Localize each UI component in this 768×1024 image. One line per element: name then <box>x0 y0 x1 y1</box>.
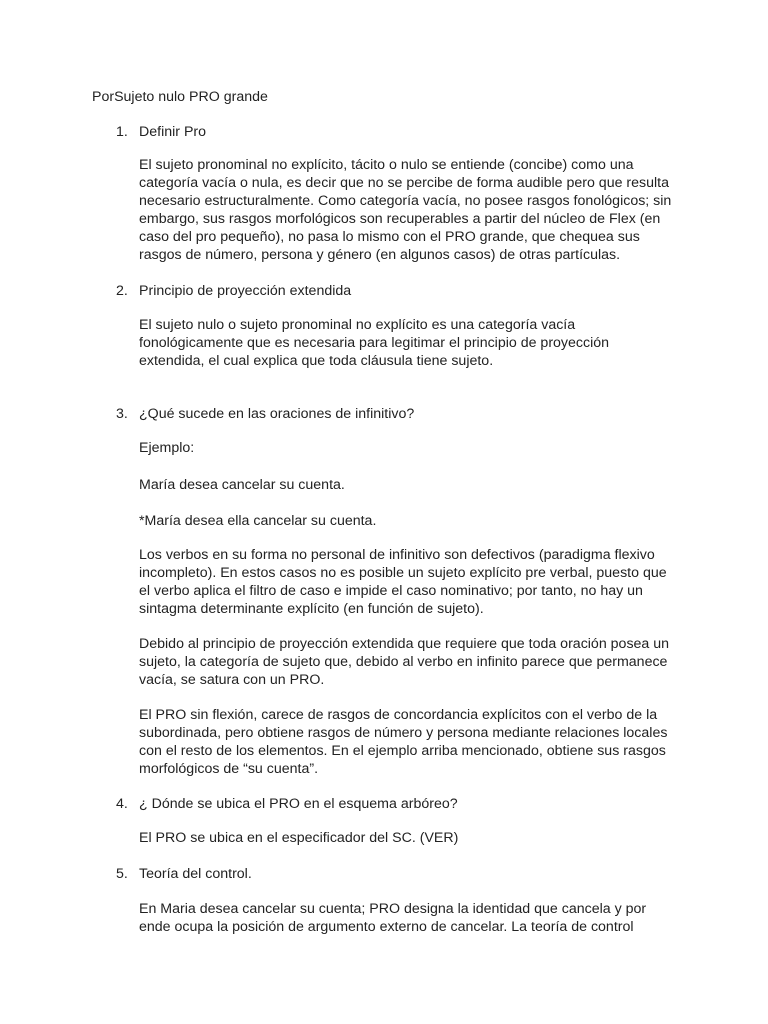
text-line: el verbo aplica el filtro de caso e impide el caso nominativo; por tanto, no hay un <box>139 583 643 599</box>
section-3-paragraph-6 <box>139 706 679 778</box>
section-3-paragraph-5 <box>139 635 679 689</box>
section-5-paragraph-1 <box>139 900 679 936</box>
text-line: sujeto, la categoría de sujeto que, debido al verbo en infinito parece que permanece <box>139 654 668 670</box>
section-2-paragraph-1 <box>139 316 679 370</box>
section-5-number: 5. <box>116 866 128 882</box>
text-line: *María desea ella cancelar su cuenta. <box>139 513 377 529</box>
text-line: vacía, se satura con un PRO. <box>139 672 325 688</box>
text-line: extendida, el cual explica que toda cláusula tiene sujeto. <box>139 353 494 369</box>
text-line: El sujeto nulo o sujeto pronominal no explícito es una categoría vacía <box>139 317 576 333</box>
text-line: El sujeto pronominal no explícito, tácito o nulo se entiende (concibe) como una <box>139 157 634 173</box>
text-line: necesario estructuralmente. Como categoría vacía, no posee rasgos fonológicos; sin <box>139 193 672 209</box>
section-4-paragraph-1 <box>139 829 679 847</box>
section-3-paragraph-3 <box>139 512 679 530</box>
section-5-heading: Teoría del control. <box>139 866 252 882</box>
text-line: caso del pro pequeño), no pasa lo mismo con el PRO grande, que chequea sus <box>139 229 640 245</box>
section-1-number: 1. <box>116 124 128 140</box>
text-line: subordinada, pero obtiene rasgos de número y persona mediante relaciones locales <box>139 725 668 741</box>
section-1-heading: Definir Pro <box>139 124 207 140</box>
text-line: incompleto). En estos casos no es posible un sujeto explícito pre verbal, puesto que <box>139 565 667 581</box>
document-title: PorSujeto nulo PRO grande <box>92 89 268 105</box>
text-line: El PRO sin flexión, carece de rasgos de concordancia explícitos con el verbo de la <box>139 707 658 723</box>
section-3-heading: ¿Qué sucede en las oraciones de infinitivo? <box>139 406 415 422</box>
text-line: Debido al principio de proyección extendida que requiere que toda oración posea un <box>139 636 670 652</box>
section-4-heading: ¿ Dónde se ubica el PRO en el esquema arbóreo? <box>139 796 458 812</box>
text-line: ende ocupa la posición de argumento externo de cancelar. La teoría de control <box>139 919 634 935</box>
section-3-number: 3. <box>116 406 128 422</box>
text-line: El PRO se ubica en el especificador del SC. (VER) <box>139 830 459 846</box>
text-line: Ejemplo: <box>139 440 195 456</box>
text-line: María desea cancelar su cuenta. <box>139 477 345 493</box>
text-line: sintagma determinante explícito (en función de sujeto). <box>139 601 484 617</box>
text-line: rasgos de número, persona y género (en algunos casos) de otras partículas. <box>139 247 621 263</box>
section-4-number: 4. <box>116 796 128 812</box>
section-3-paragraph-4 <box>139 546 679 618</box>
text-line: fonológicamente que es necesaria para legitimar el principio de proyección <box>139 335 610 351</box>
section-2-heading: Principio de proyección extendida <box>139 283 352 299</box>
text-line: En Maria desea cancelar su cuenta; PRO designa la identidad que cancela y por <box>139 901 647 917</box>
text-line: morfológicos de “su cuenta”. <box>139 761 319 777</box>
section-3-paragraph-2 <box>139 476 679 494</box>
text-line: categoría vacía o nula, es decir que no se percibe de forma audible pero que resulta <box>139 175 670 191</box>
section-2-number: 2. <box>116 283 128 299</box>
text-line: Los verbos en su forma no personal de infinitivo son defectivos (paradigma flexivo <box>139 547 655 563</box>
section-1-paragraph-1 <box>139 156 679 264</box>
section-3-paragraph-1 <box>139 439 679 457</box>
text-line: embargo, sus rasgos morfológicos son recuperables a partir del núcleo de Flex (en <box>139 211 661 227</box>
text-line: con el resto de los elementos. En el ejemplo arriba mencionado, obtiene sus rasgos <box>139 743 666 759</box>
